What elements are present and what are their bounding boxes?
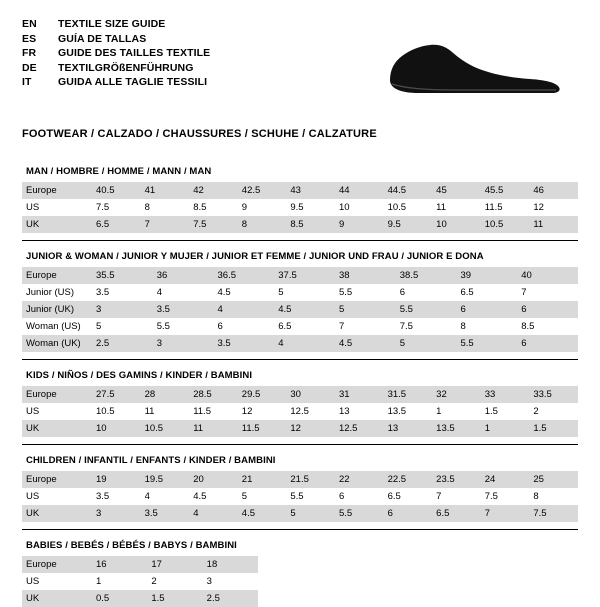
size-table-body xyxy=(22,182,578,233)
cell: 41 xyxy=(141,182,190,199)
cell: 44 xyxy=(335,182,384,199)
cell: 4 xyxy=(141,488,190,505)
cell: 13 xyxy=(384,420,433,437)
language-code: DE xyxy=(22,61,37,74)
section-divider xyxy=(22,240,578,241)
cell: 16 xyxy=(92,556,147,573)
cell: 20 xyxy=(189,471,238,488)
row-label: Europe xyxy=(22,267,92,284)
cell: 5 xyxy=(92,318,153,335)
row-label: Woman (US) xyxy=(22,318,92,335)
page-title: FOOTWEAR / CALZADO / CHAUSSURES / SCHUHE / CALZATURE xyxy=(22,128,377,140)
cell: 7 xyxy=(335,318,396,335)
cell: 7 xyxy=(141,216,190,233)
section-divider xyxy=(22,359,578,360)
cell: 38 xyxy=(335,267,396,284)
cell: 6.5 xyxy=(432,505,481,522)
cell: 6.5 xyxy=(457,284,518,301)
size-table-body xyxy=(22,267,578,352)
table-row xyxy=(22,182,578,199)
cell: 29.5 xyxy=(238,386,287,403)
row-label: UK xyxy=(22,590,92,607)
cell: 3.5 xyxy=(141,505,190,522)
language-code: FR xyxy=(22,47,37,59)
size-table-body xyxy=(22,556,258,607)
cell: 27.5 xyxy=(92,386,141,403)
table-row xyxy=(22,590,258,607)
table-row xyxy=(22,301,578,318)
row-label: US xyxy=(22,199,92,216)
row-label: UK xyxy=(22,216,92,233)
cell: 13.5 xyxy=(432,420,481,437)
cell: 11.5 xyxy=(189,403,238,420)
cell: 44.5 xyxy=(384,182,433,199)
cell: 21 xyxy=(238,471,287,488)
cell: 24 xyxy=(481,471,530,488)
table-row xyxy=(22,488,578,505)
group-junior-woman xyxy=(22,251,578,352)
cell: 42 xyxy=(189,182,238,199)
group-man xyxy=(22,166,578,233)
cell: 38.5 xyxy=(396,267,457,284)
table-row xyxy=(22,471,578,488)
cell: 13.5 xyxy=(384,403,433,420)
cell: 1.5 xyxy=(529,420,578,437)
cell: 7 xyxy=(432,488,481,505)
table-row xyxy=(22,573,258,590)
cell: 5.5 xyxy=(335,284,396,301)
row-label: UK xyxy=(22,420,92,437)
cell: 28 xyxy=(141,386,190,403)
cell: 7 xyxy=(481,505,530,522)
cell: 7.5 xyxy=(529,505,578,522)
cell: 12.5 xyxy=(335,420,384,437)
cell: 11 xyxy=(529,216,578,233)
cell: 2 xyxy=(529,403,578,420)
cell: 36 xyxy=(153,267,214,284)
cell: 10 xyxy=(432,216,481,233)
language-title: TEXTILGRÖßENFÜHRUNG xyxy=(58,61,194,74)
cell: 1 xyxy=(481,420,530,437)
cell: 12 xyxy=(238,403,287,420)
table-row xyxy=(22,284,578,301)
language-title-row xyxy=(22,76,210,91)
language-title: GUÍA DE TALLAS xyxy=(58,32,147,45)
cell: 4.5 xyxy=(238,505,287,522)
cell: 6.5 xyxy=(274,318,335,335)
cell: 3.5 xyxy=(92,488,141,505)
cell: 4.5 xyxy=(335,335,396,352)
cell: 13 xyxy=(335,403,384,420)
cell: 10 xyxy=(92,420,141,437)
cell: 8 xyxy=(529,488,578,505)
cell: 6 xyxy=(517,335,578,352)
cell: 2.5 xyxy=(92,335,153,352)
cell: 7 xyxy=(517,284,578,301)
group-kids xyxy=(22,370,578,437)
cell: 1.5 xyxy=(147,590,202,607)
section-divider xyxy=(22,444,578,445)
language-title: TEXTILE SIZE GUIDE xyxy=(58,18,166,30)
language-code: EN xyxy=(22,18,37,30)
cell: 25 xyxy=(529,471,578,488)
cell: 5.5 xyxy=(153,318,214,335)
language-title-list-body xyxy=(22,18,210,91)
cell: 8.5 xyxy=(286,216,335,233)
cell: 6 xyxy=(517,301,578,318)
size-table-body xyxy=(22,471,578,522)
cell: 43 xyxy=(286,182,335,199)
cell: 10 xyxy=(335,199,384,216)
language-title-row xyxy=(22,47,210,62)
row-label: Europe xyxy=(22,182,92,199)
cell: 0.5 xyxy=(92,590,147,607)
cell: 22.5 xyxy=(384,471,433,488)
cell: 5.5 xyxy=(457,335,518,352)
cell: 4 xyxy=(214,301,275,318)
cell: 8 xyxy=(457,318,518,335)
cell: 40.5 xyxy=(92,182,141,199)
row-label: Woman (UK) xyxy=(22,335,92,352)
page-header xyxy=(22,18,578,110)
language-title-row xyxy=(22,18,210,33)
cell: 19 xyxy=(92,471,141,488)
cell: 1 xyxy=(92,573,147,590)
size-table-junior-woman xyxy=(22,267,578,352)
row-label: US xyxy=(22,403,92,420)
row-label: US xyxy=(22,573,92,590)
row-label: UK xyxy=(22,505,92,522)
cell: 28.5 xyxy=(189,386,238,403)
cell: 39 xyxy=(457,267,518,284)
cell: 22 xyxy=(335,471,384,488)
size-table-body xyxy=(22,386,578,437)
language-title-list xyxy=(22,18,210,91)
cell: 19.5 xyxy=(141,471,190,488)
cell: 8.5 xyxy=(517,318,578,335)
cell: 7.5 xyxy=(189,216,238,233)
cell: 6 xyxy=(396,284,457,301)
row-label: Europe xyxy=(22,556,92,573)
table-row xyxy=(22,403,578,420)
cell: 30 xyxy=(286,386,335,403)
cell: 31 xyxy=(335,386,384,403)
cell: 6.5 xyxy=(92,216,141,233)
table-row xyxy=(22,420,578,437)
row-label: Junior (UK) xyxy=(22,301,92,318)
cell: 7.5 xyxy=(481,488,530,505)
table-row xyxy=(22,556,258,573)
cell: 7.5 xyxy=(92,199,141,216)
cell: 9 xyxy=(238,199,287,216)
cell: 33.5 xyxy=(529,386,578,403)
cell: 9.5 xyxy=(384,216,433,233)
cell: 23.5 xyxy=(432,471,481,488)
row-label: Junior (US) xyxy=(22,284,92,301)
size-table-kids xyxy=(22,386,578,437)
cell: 17 xyxy=(147,556,202,573)
cell: 4 xyxy=(189,505,238,522)
language-title: GUIDE DES TAILLES TEXTILE xyxy=(58,47,211,59)
cell: 3 xyxy=(203,573,258,590)
cell: 6 xyxy=(214,318,275,335)
group-children xyxy=(22,455,578,522)
cell: 4 xyxy=(153,284,214,301)
group-title: JUNIOR & WOMAN / JUNIOR Y MUJER / JUNIOR ET FEMME / JUNIOR UND FRAU / JUNIOR E DONA xyxy=(26,251,484,262)
row-label: US xyxy=(22,488,92,505)
cell: 40 xyxy=(517,267,578,284)
cell: 6 xyxy=(457,301,518,318)
row-label: Europe xyxy=(22,386,92,403)
cell: 35.5 xyxy=(92,267,153,284)
cell: 31.5 xyxy=(384,386,433,403)
language-title-row xyxy=(22,33,210,48)
cell: 10.5 xyxy=(92,403,141,420)
size-table-children xyxy=(22,471,578,522)
cell: 12 xyxy=(286,420,335,437)
cell: 11 xyxy=(432,199,481,216)
language-title-row xyxy=(22,62,210,77)
cell: 9.5 xyxy=(286,199,335,216)
cell: 11 xyxy=(141,403,190,420)
cell: 5 xyxy=(274,284,335,301)
cell: 18 xyxy=(203,556,258,573)
cell: 11.5 xyxy=(238,420,287,437)
group-title: KIDS / NIÑOS / DES GAMINS / KINDER / BAMBINI xyxy=(26,370,253,381)
cell: 3 xyxy=(153,335,214,352)
cell: 45.5 xyxy=(481,182,530,199)
group-babies xyxy=(22,540,578,607)
cell: 32 xyxy=(432,386,481,403)
cell: 5 xyxy=(396,335,457,352)
language-code: IT xyxy=(22,76,32,88)
cell: 10.5 xyxy=(384,199,433,216)
cell: 5.5 xyxy=(396,301,457,318)
cell: 6.5 xyxy=(384,488,433,505)
cell: 3.5 xyxy=(153,301,214,318)
size-table-babies xyxy=(22,556,258,607)
cell: 12 xyxy=(529,199,578,216)
cell: 11.5 xyxy=(481,199,530,216)
cell: 4.5 xyxy=(214,284,275,301)
table-row xyxy=(22,335,578,352)
cell: 8.5 xyxy=(189,199,238,216)
cell: 10.5 xyxy=(481,216,530,233)
cell: 3.5 xyxy=(214,335,275,352)
cell: 10.5 xyxy=(141,420,190,437)
cell: 5.5 xyxy=(335,505,384,522)
table-row xyxy=(22,267,578,284)
cell: 4.5 xyxy=(189,488,238,505)
cell: 33 xyxy=(481,386,530,403)
cell: 1 xyxy=(432,403,481,420)
cell: 11 xyxy=(189,420,238,437)
cell: 1.5 xyxy=(481,403,530,420)
cell: 42.5 xyxy=(238,182,287,199)
cell: 2 xyxy=(147,573,202,590)
table-row xyxy=(22,318,578,335)
cell: 5.5 xyxy=(286,488,335,505)
section-divider xyxy=(22,529,578,530)
group-title: CHILDREN / INFANTIL / ENFANTS / KINDER / BAMBINI xyxy=(26,455,276,466)
table-row xyxy=(22,505,578,522)
cell: 45 xyxy=(432,182,481,199)
cell: 6 xyxy=(384,505,433,522)
cell: 46 xyxy=(529,182,578,199)
dress-shoe-icon xyxy=(384,36,564,98)
cell: 5 xyxy=(238,488,287,505)
cell: 9 xyxy=(335,216,384,233)
cell: 5 xyxy=(286,505,335,522)
cell: 6 xyxy=(335,488,384,505)
table-row xyxy=(22,386,578,403)
cell: 3.5 xyxy=(92,284,153,301)
cell: 4.5 xyxy=(274,301,335,318)
cell: 8 xyxy=(238,216,287,233)
table-row xyxy=(22,199,578,216)
cell: 4 xyxy=(274,335,335,352)
table-row xyxy=(22,216,578,233)
cell: 5 xyxy=(335,301,396,318)
cell: 37.5 xyxy=(274,267,335,284)
language-title: GUIDA ALLE TAGLIE TESSILI xyxy=(58,76,208,88)
language-code: ES xyxy=(22,32,37,45)
cell: 12.5 xyxy=(286,403,335,420)
group-title: MAN / HOMBRE / HOMME / MANN / MAN xyxy=(26,166,212,177)
cell: 21.5 xyxy=(286,471,335,488)
cell: 3 xyxy=(92,505,141,522)
row-label: Europe xyxy=(22,471,92,488)
cell: 8 xyxy=(141,199,190,216)
cell: 3 xyxy=(92,301,153,318)
cell: 36.5 xyxy=(214,267,275,284)
cell: 2.5 xyxy=(203,590,258,607)
size-table-man xyxy=(22,182,578,233)
cell: 7.5 xyxy=(396,318,457,335)
group-title: BABIES / BEBÉS / BÉBÉS / BABYS / BAMBINI xyxy=(26,540,237,551)
